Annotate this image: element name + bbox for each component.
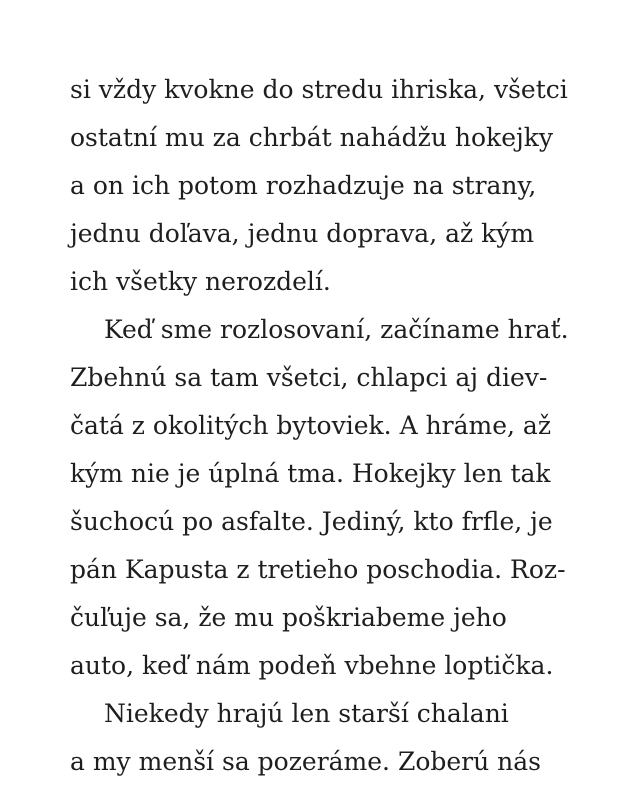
text-line-indented: Keď sme rozlosovaní, začíname hrať. bbox=[104, 315, 569, 344]
text-line: jednu doľava, jednu doprava, až kým bbox=[70, 219, 535, 248]
text-line: auto, keď nám podeň vbehne loptička. bbox=[70, 651, 554, 680]
text-line-indented: Niekedy hrajú len starší chalani bbox=[104, 699, 509, 728]
body-text bbox=[70, 66, 590, 786]
text-line: pán Kapusta z tretieho poschodia. Roz- bbox=[70, 555, 566, 584]
text-line: Zbehnú sa tam všetci, chlapci aj diev- bbox=[70, 363, 548, 392]
text-line: si vždy kvokne do stredu ihriska, všetci bbox=[70, 75, 568, 104]
text-line: čuľuje sa, že mu poškriabeme jeho bbox=[70, 603, 507, 632]
paragraph-2 bbox=[70, 306, 590, 690]
text-line: a my menší sa pozeráme. Zoberú nás bbox=[70, 747, 542, 776]
text-line: kým nie je úplná tma. Hokejky len tak bbox=[70, 459, 551, 488]
text-line: ostatní mu za chrbát nahádžu hokejky bbox=[70, 123, 554, 152]
paragraph-1 bbox=[70, 66, 590, 306]
text-line: a on ich potom rozhadzuje na strany, bbox=[70, 171, 537, 200]
paragraph-3 bbox=[70, 690, 590, 786]
text-line: ich všetky nerozdelí. bbox=[70, 267, 331, 296]
text-line: šuchocú po asfalte. Jediný, kto frfle, je bbox=[70, 507, 553, 536]
text-line: čatá z okolitých bytoviek. A hráme, až bbox=[70, 411, 551, 440]
